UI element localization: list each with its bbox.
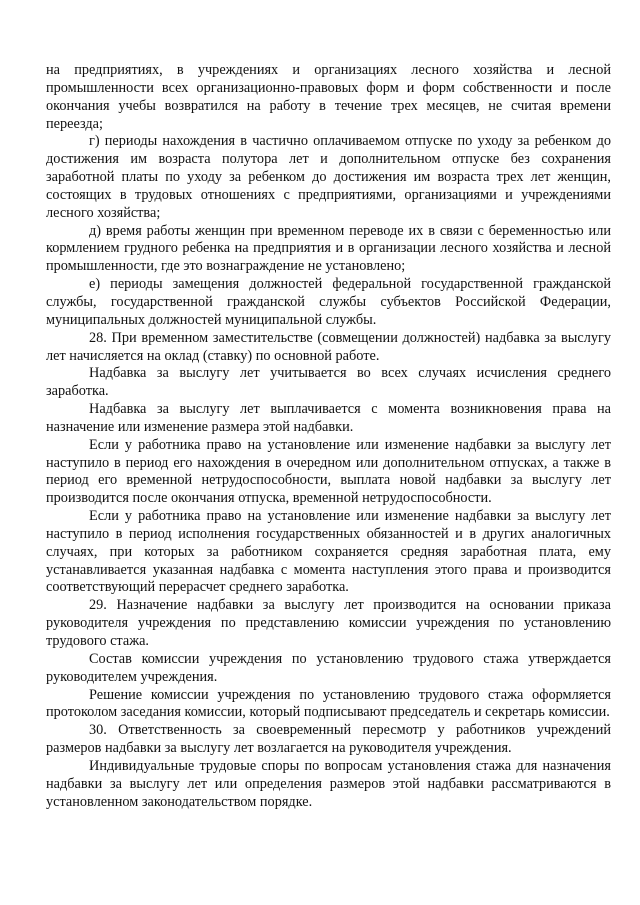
paragraph-labor-disputes: Индивидуальные трудовые споры по вопросам установления стажа для назначения надбавки за выслугу лет или определения размеров этой надбавки рассматриваются в установленном законодательством порядке. — [46, 757, 611, 810]
paragraph-average-earnings: Надбавка за выслугу лет учитывается во всех случаях исчисления среднего заработка. — [46, 365, 611, 400]
paragraph-clause-29: 29. Назначение надбавки за выслугу лет производится на основании приказа руководителя учреждения по представлению комиссии учреждения по установлению трудового стажа. — [46, 597, 611, 649]
paragraph-state-duties-case: Если у работника право на установление или изменение надбавки за выслугу лет наступило в период исполнения государственных обязанностей и в других аналогичных случаях, при которых за работником сохраняется средняя заработная плата, ему устанавливается указанная надбавка с момента наступления этого права и производится соответствующий перерасчет среднего заработка. — [46, 508, 611, 596]
paragraph-clause-30: 30. Ответственность за своевременный пересмотр у работников учреждений размеров надбавки за выслугу лет возлагается на руководителя учреждения. — [46, 722, 611, 757]
paragraph-item-d: д) время работы женщин при временном переводе их в связи с беременностью или кормлением грудного ребенка на предприятия и в организации лесного хозяйства и лесной промышленности, где это вознаграждение не установлено; — [46, 222, 611, 275]
paragraph-continuation: на предприятиях, в учреждениях и организациях лесного хозяйства и лесной промышленности всех организационно-правовых форм и форм собственности и после окончания учебы возвратился на работу в течение трех месяцев, не считая времени переезда; — [46, 62, 611, 132]
paragraph-payment-start: Надбавка за выслугу лет выплачивается с момента возникновения права на назначение или изменение размера этой надбавки. — [46, 401, 611, 435]
paragraph-commission-decision: Решение комиссии учреждения по установлению трудового стажа оформляется протоколом заседания комиссии, который подписывают председатель и секретарь комиссии. — [46, 686, 611, 721]
paragraph-vacation-case: Если у работника право на установление или изменение надбавки за выслугу лет наступило в период его нахождения в очередном или дополнительном отпусках, а также в период его временной нетрудоспособности, выплата новой надбавки за выслугу лет производится после окончания отпуска, временной нетрудоспособности. — [46, 436, 611, 507]
paragraph-item-g: г) периоды нахождения в частично оплачиваемом отпуске по уходу за ребенком до достижения им возраста полутора лет и дополнительном отпуске без сохранения заработной платы по уходу за ребенком до достижения им возраста трех лет женщин, состоящих в трудовых отношениях с предприятиями, организациями и учреждениями лесного хозяйства; — [46, 133, 611, 221]
paragraph-clause-28: 28. При временном заместительстве (совмещении должностей) надбавка за выслугу лет начисляется на оклад (ставку) по основной работе. — [46, 329, 611, 364]
paragraph-item-e: е) периоды замещения должностей федеральной государственной гражданской службы, государственной гражданской службы субъектов Российской Федерации, муниципальных должностей муниципальной службы. — [46, 276, 611, 328]
document-page — [46, 62, 611, 811]
paragraph-commission-composition: Состав комиссии учреждения по установлению трудового стажа утверждается руководителем учреждения. — [46, 650, 611, 685]
